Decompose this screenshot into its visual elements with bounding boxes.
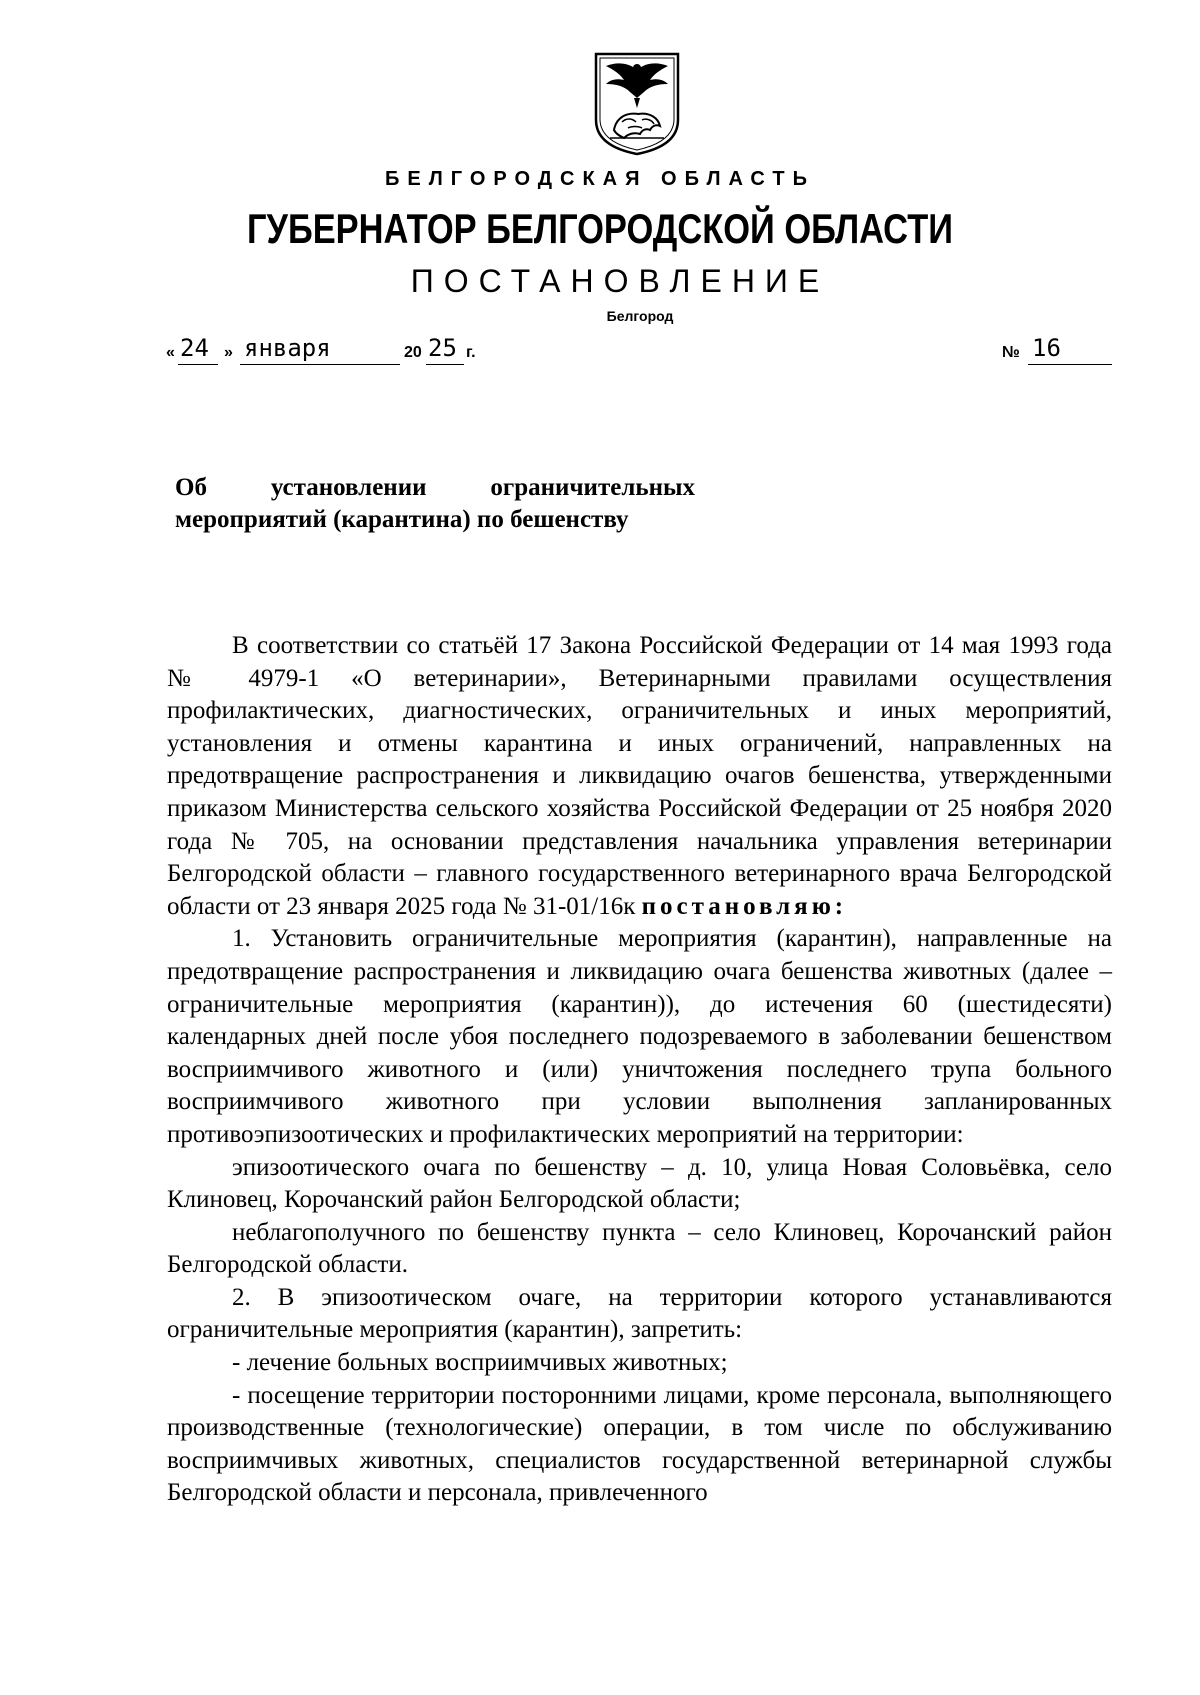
subject-line-2: мероприятий (карантина) по бешенству <box>175 506 629 533</box>
document-body <box>167 630 1112 1510</box>
subject-word-1: Об <box>175 474 207 501</box>
item-1-unfavorable-point: неблагополучного по бешенству пункта – село Клиновец, Корочанский район Белгородской области. <box>167 1218 1112 1279</box>
subject-word-2: установлении <box>270 474 427 501</box>
coat-of-arms-emblem <box>592 50 682 158</box>
preamble-paragraph <box>167 630 1112 923</box>
issuing-authority: ГУБЕРНАТОР БЕЛГОРОДСКОЙ ОБЛАСТИ <box>247 205 953 252</box>
item-1-paragraph: 1. Установить ограничительные мероприятия (карантин), направленные на предотвращение распространения и ликвидацию очага бешенства животных (далее – ограничительные мероприятия (карантин)), до истечения 60 (шестидесяти) календарных дней после убоя последнего подозреваемого в заболевании бешенством восприимчивого животного и (или) уничтожения последнего трупа больного восприимчивого животного при условии выполнения запланированных противоэпизоотических и профилактических мероприятий на территории: <box>167 925 1112 1148</box>
document-type: ПОСТАНОВЛЕНИЕ <box>410 263 830 299</box>
document-subject <box>175 472 695 536</box>
date-day: 24 <box>180 334 209 362</box>
number-underline <box>1028 364 1112 365</box>
subject-line-1 <box>175 472 695 504</box>
number-label: № <box>1002 344 1020 361</box>
preamble-text: В соответствии со статьёй 17 Закона Российской Федерации от 14 мая 1993 года № 4979-1 «О ветеринарии», Ветеринарными правилами осуществления профилактических, диагностических, ограничительных и иных мероприятий, установления и отмены карантина и иных ограничений, направленных на предотвращение распространения и ликвидацию очагов бешенства, утвержденными приказом Министерства сельского хозяйства Российской Федерации от 25 ноября 2020 года № 705, на основании представления начальника управления ветеринарии Белгородской области – главного государственного ветеринарного врача Белгородской области от 23 января 2025 года № 31-01/16к <box>167 632 1112 920</box>
date-open-quote: « <box>166 344 175 361</box>
item-2-paragraph: 2. В эпизоотическом очаге, на территории которого устанавливаются ограничительные мероприятия (карантин), запретить: <box>167 1283 1112 1344</box>
issue-city: Белгород <box>606 308 674 324</box>
region-name: БЕЛГОРОДСКАЯ ОБЛАСТЬ <box>385 168 815 190</box>
date-month: января <box>244 334 331 362</box>
date-year-mark: г. <box>466 344 476 361</box>
day-underline <box>178 364 218 365</box>
item-2-ban-treatment: - лечение больных восприимчивых животных; <box>232 1349 728 1377</box>
date-year-suffix: 25 <box>428 334 457 362</box>
date-close-quote: » <box>224 344 233 361</box>
date-year-prefix: 20 <box>404 344 422 361</box>
date-and-number-line <box>166 334 1112 366</box>
document-number: 16 <box>1032 334 1061 362</box>
resolve-word: постановляю: <box>641 892 848 920</box>
month-underline <box>240 364 400 365</box>
item-2-ban-visits: - посещение территории посторонними лицами, кроме персонала, выполняющего производственные (технологические) операции, в том числе по обслуживанию восприимчивых животных, специалистов государственной ветеринарной службы Белгородской области и персонала, привлеченного <box>167 1381 1112 1507</box>
year-underline <box>426 364 464 365</box>
item-1-epizootic-focus: эпизоотического очага по бешенству – д. 10, улица Новая Соловьёвка, село Клиновец, Корочанский район Белгородской области; <box>167 1153 1112 1214</box>
subject-word-3: ограничительных <box>490 474 695 501</box>
